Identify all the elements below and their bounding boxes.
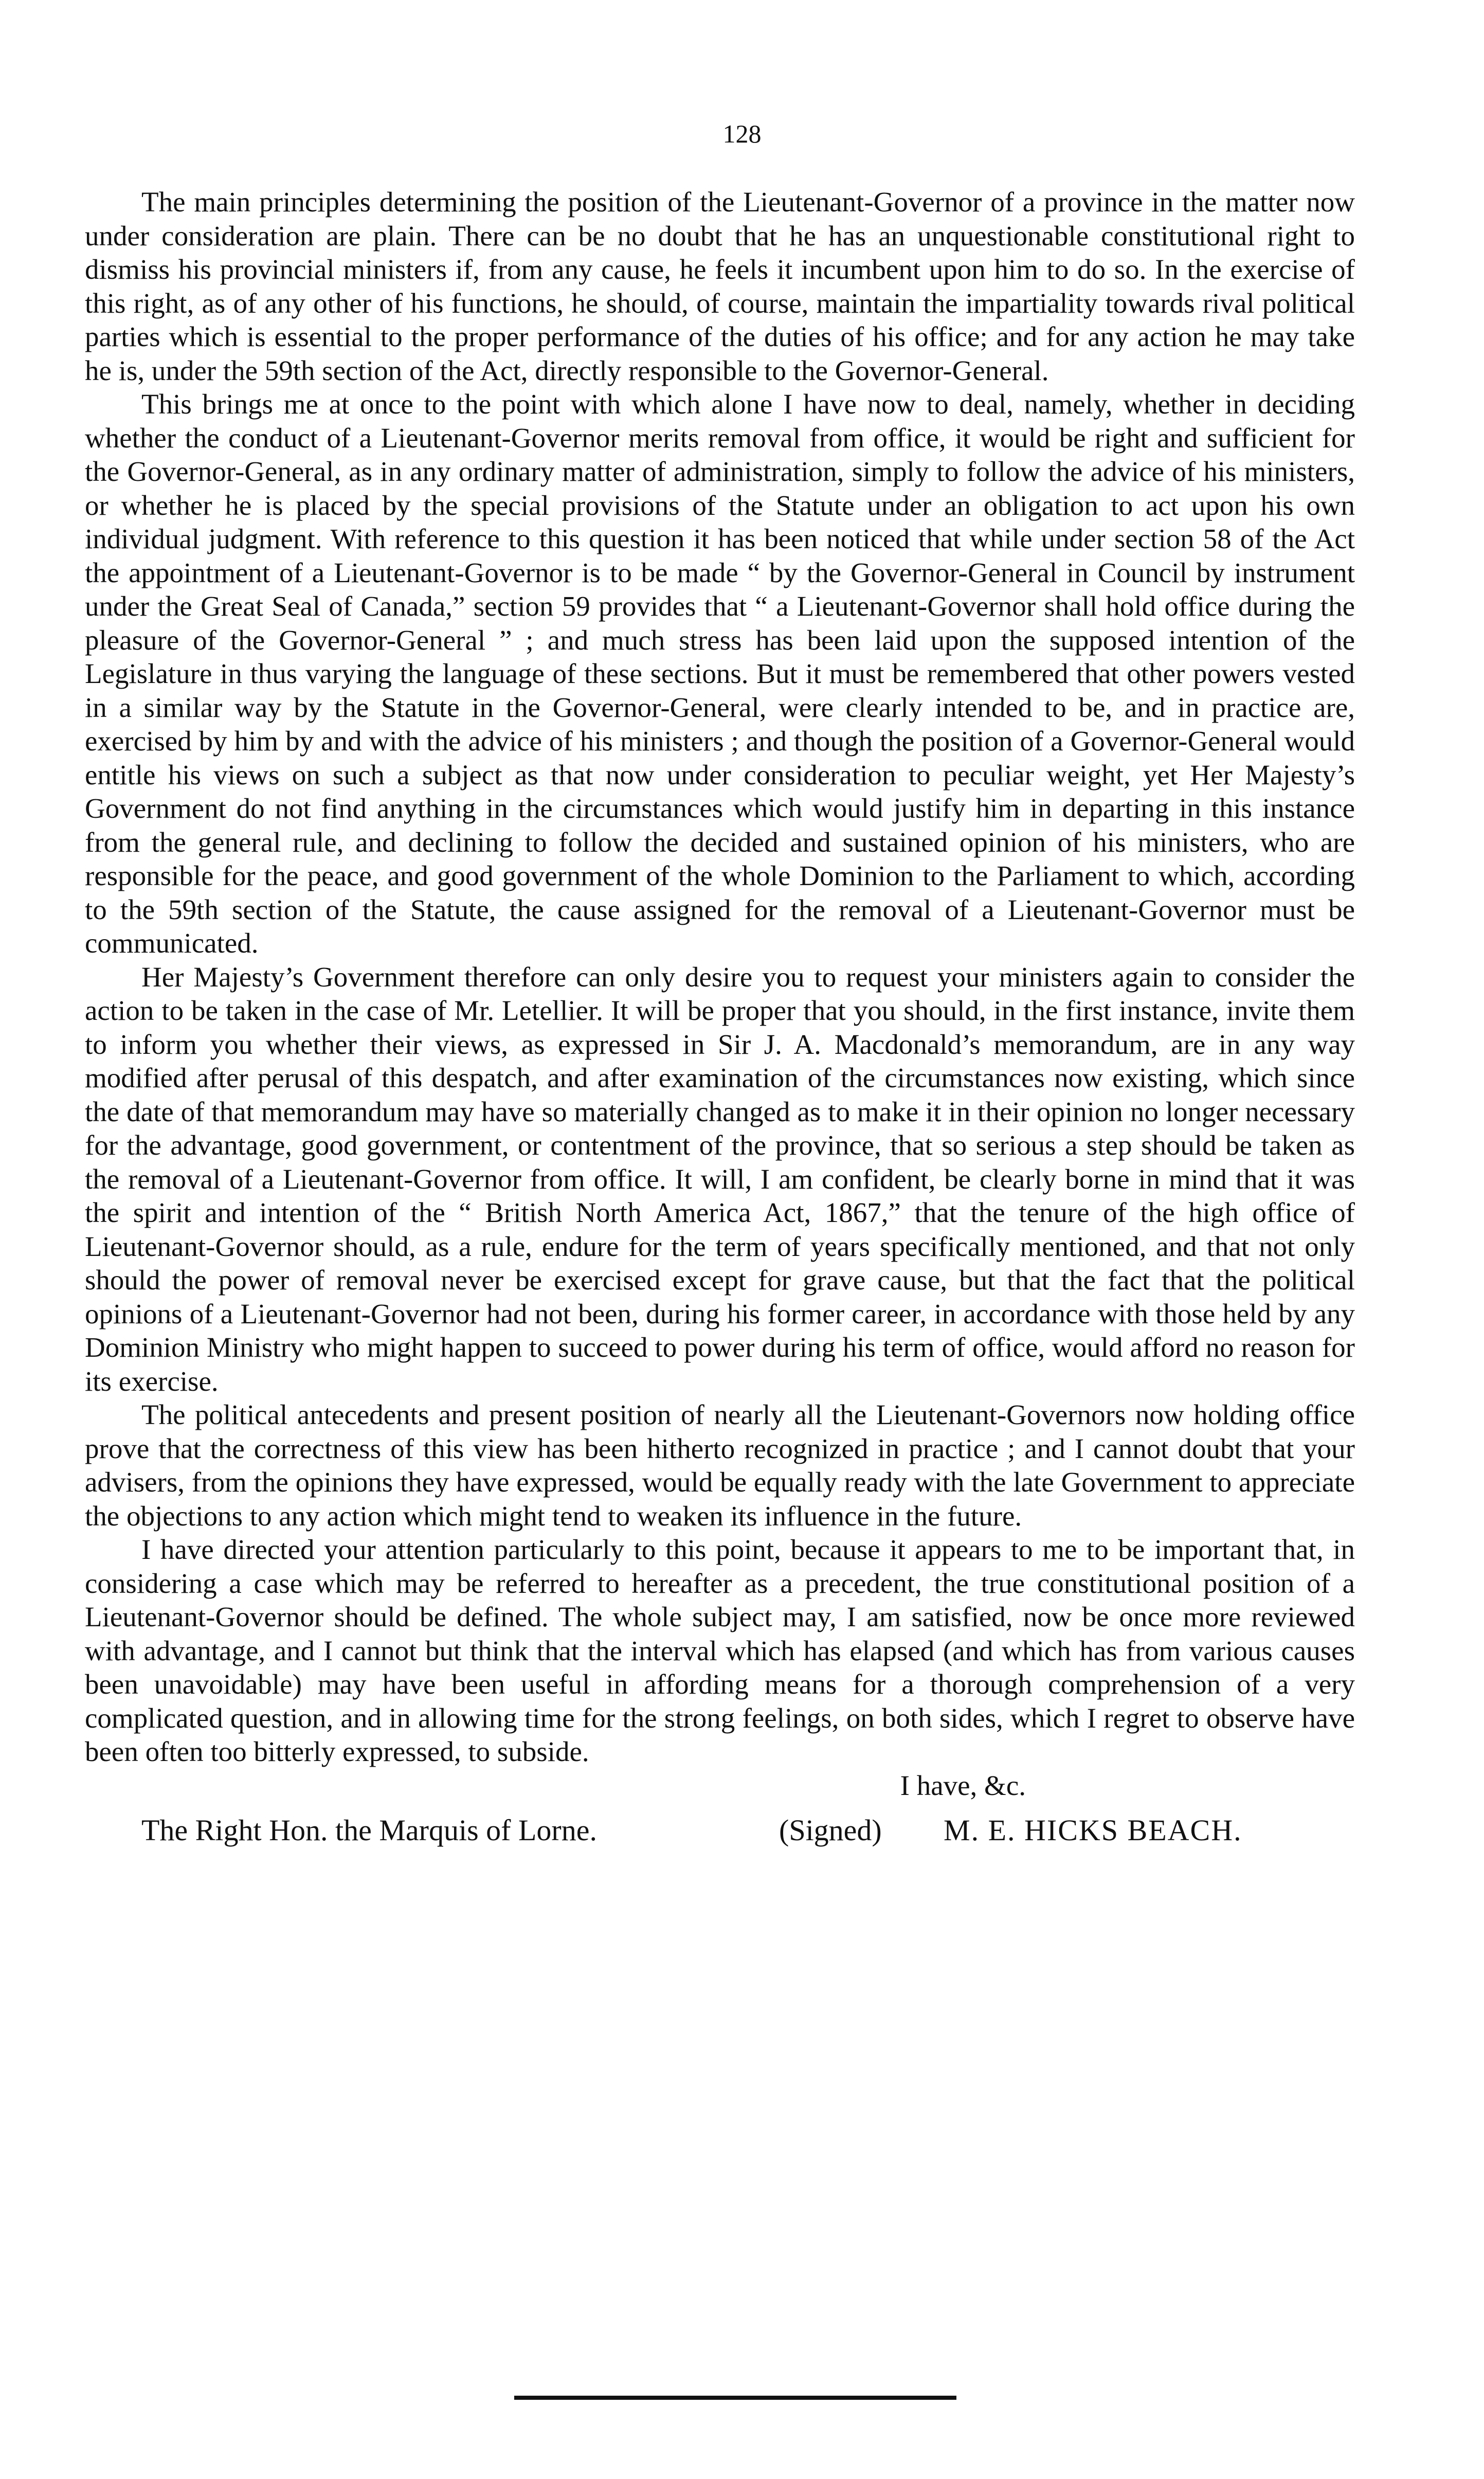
closing-line: I have, &c. [900,1769,1026,1801]
paragraph-5: I have directed your attention particularly to this point, because it appears to me to be important that, in considering a case which may be referred to hereafter as a precedent, the true constitutional position of a Lieutenant-Governor should be defined. The whole subject may, I am satisfied, now be once more reviewed with advantage, and I cannot but think that the interval which has elapsed (and which has from various causes been unavoidable) may have been useful in affording means for a thorough comprehension of a very complicated question, and in allowing time for the strong feelings, on both sides, which I regret to observe have been often too bitterly expressed, to subside. [85,1534,1355,1767]
letter-body [85,185,1355,1859]
signature-block [85,1812,1355,1859]
paragraph-2: This brings me at once to the point with which alone I have now to deal, namely, whether in deciding whether the conduct of a Lieutenant-Governor merits removal from office, it would be right and sufficient for the Governor-General, as in any ordinary matter of administration, simply to follow the advice of his ministers, or whether he is placed by the special provisions of the Statute under an obligation to act upon his own individual judgment. With reference to this question it has been noticed that while under section 58 of the Act the appointment of a Lieutenant-Governor is to be made “ by the Governor-General in Council by instrument under the Great Seal of Canada,” section 59 provides that “ a Lieutenant-Governor shall hold office during the pleasure of the Governor-General ” ; and much stress has been laid upon the supposed intention of the Legislature in thus varying the language of these sections. But it must be remembered that other powers vested in a similar way by the Statute in the Governor-General, were clearly intended to be, and in practice are, exercised by him by and with the advice of his ministers ; and though the position of a Governor-General would entitle his views on such a subject as that now under consideration to peculiar weight, yet Her Majesty’s Government do not find anything in the circumstances which would justify him in departing in this instance from the general rule, and declining to follow the decided and sustained opinion of his ministers, who are responsible for the peace, and good government of the whole Dominion to the Parliament to which, according to the 59th section of the Statute, the cause assigned for the removal of a Lieutenant-Governor must be communicated. [85,388,1355,959]
signed-label: (Signed) [779,1813,882,1847]
closing-rule [514,2396,956,2400]
paragraph-4: The political antecedents and present position of nearly all the Lieutenant-Governors now holding office prove that the correctness of this view has been hitherto recognized in practice ; and I cannot doubt that your advisers, from the opinions they have expressed, would be equally ready with the late Government to appreciate the objections to any action which might tend to weaken its influence in the future. [85,1399,1355,1532]
signer-name: M. E. HICKS BEACH. [944,1813,1242,1847]
page-number: 128 [722,119,762,148]
addressee: The Right Hon. the Marquis of Lorne. [141,1813,597,1847]
paragraph-3: Her Majesty’s Government therefore can only desire you to request your ministers again to consider the action to be taken in the case of Mr. Letellier. It will be proper that you should, in the first instance, invite them to inform you whether their views, as expressed in Sir J. A. Macdonald’s memorandum, are in any way modified after perusal of this despatch, and after examination of the circumstances now existing, which since the date of that memorandum may have so materially changed as to make it in their opinion no longer necessary for the advantage, good government, or contentment of the province, that so serious a step should be taken as the removal of a Lieutenant-Governor from office. It will, I am confident, be clearly borne in mind that it was the spirit and intention of the “ British North America Act, 1867,” that the tenure of the high office of Lieutenant-Governor should, as a rule, endure for the term of years specifically mentioned, and that not only should the power of removal never be exercised except for grave cause, but that the fact that the political opinions of a Lieutenant-Governor had not been, during his former career, in accordance with those held by any Dominion Ministry who might happen to succeed to power during his term of office, would afford no reason for its exercise. [85,961,1355,1397]
paragraph-1: The main principles determining the position of the Lieutenant-Governor of a province in the matter now under consideration are plain. There can be no doubt that he has an unquestionable constitutional right to dismiss his provincial ministers if, from any cause, he feels it incumbent upon him to do so. In the exercise of this right, as of any other of his functions, he should, of course, maintain the impartiality towards rival political parties which is essential to the proper performance of the duties of his office; and for any action he may take he is, under the 59th section of the Act, directly responsible to the Governor-General. [85,186,1355,386]
